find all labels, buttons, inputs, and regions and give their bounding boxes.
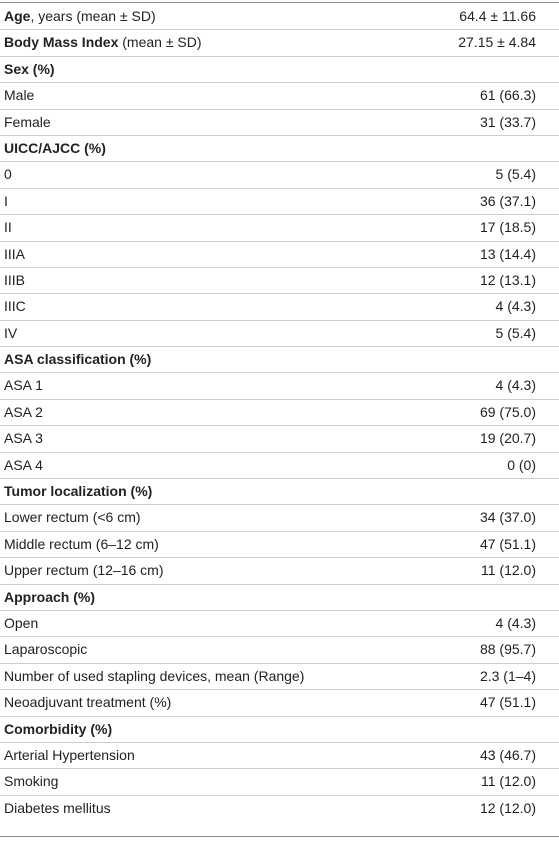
table-row: [0, 637, 559, 663]
table-row: [0, 294, 559, 320]
row-value: 27.15 ± 4.84: [458, 34, 536, 51]
row-value: 47 (51.1): [479, 694, 536, 711]
row-label: Comorbidity (%): [4, 720, 113, 737]
row-label: ASA 2: [4, 403, 43, 420]
row-label: Body Mass Index (mean ± SD): [4, 34, 202, 51]
table-row: [0, 215, 559, 241]
table-row: [0, 242, 559, 268]
table-row: [0, 189, 559, 215]
row-value: 12 (13.1): [479, 271, 536, 288]
row-label: Laparoscopic: [4, 641, 88, 658]
row-value: 4 (4.3): [495, 614, 536, 631]
row-value: 47 (51.1): [479, 535, 536, 552]
table-row: [0, 453, 559, 479]
table-row: [0, 769, 559, 795]
row-label: Age, years (mean ± SD): [4, 8, 156, 24]
row-value: 36 (37.1): [479, 192, 536, 209]
section-header-row: [0, 717, 559, 743]
table-row: [0, 426, 559, 452]
row-value: 12 (12.0): [479, 799, 536, 816]
row-value: 88 (95.7): [479, 641, 536, 658]
row-label: IIIC: [4, 298, 26, 315]
section-header-row: [0, 479, 559, 505]
row-value: 5 (5.4): [495, 166, 536, 183]
row-value: 69 (75.0): [479, 403, 536, 420]
row-label: Diabetes mellitus: [4, 799, 111, 816]
table-row: [0, 83, 559, 109]
row-value: 4 (4.3): [495, 377, 536, 394]
table-row: [0, 268, 559, 294]
table-row: [0, 110, 559, 136]
table-row: [0, 532, 559, 558]
section-header-row: [0, 136, 559, 162]
table-top-rule: [0, 2, 559, 3]
row-value: 5 (5.4): [495, 324, 536, 341]
row-value: 19 (20.7): [479, 430, 536, 447]
row-label: Number of used stapling devices, mean (Range): [4, 667, 305, 684]
table-row: [0, 4, 559, 30]
row-label: IIIB: [4, 271, 26, 288]
row-label: IIIA: [4, 245, 26, 262]
row-value: 61 (66.3): [479, 87, 536, 104]
row-label: ASA 4: [4, 456, 43, 473]
table-row: [0, 690, 559, 716]
row-label: Tumor localization (%): [4, 483, 153, 500]
row-label: UICC/AJCC (%): [4, 139, 106, 156]
section-header-row: [0, 585, 559, 611]
table-row: [0, 321, 559, 347]
table-row: [0, 162, 559, 188]
row-label: Smoking: [4, 773, 59, 790]
table-row: [0, 400, 559, 426]
row-value: 0 (0): [507, 456, 536, 473]
row-value: 11 (12.0): [481, 562, 536, 579]
row-label: Female: [4, 113, 51, 130]
row-value: 13 (14.4): [479, 245, 536, 262]
row-label: I: [4, 192, 8, 209]
row-value: 11 (12.0): [481, 773, 536, 790]
table-row: [0, 505, 559, 531]
row-label: Neoadjuvant treatment (%): [4, 694, 172, 711]
row-label: Upper rectum (12–16 cm): [4, 562, 164, 579]
row-label: ASA 1: [4, 377, 43, 394]
table-row: [0, 30, 559, 56]
section-header-row: [0, 347, 559, 373]
table-row: [0, 373, 559, 399]
row-label: Open: [4, 614, 39, 631]
row-label: II: [4, 219, 12, 236]
table-bottom-rule: [0, 836, 559, 837]
table-row: [0, 664, 559, 690]
row-label: ASA 3: [4, 430, 43, 447]
row-value: 43 (46.7): [479, 746, 536, 763]
row-label: Middle rectum (6–12 cm): [4, 535, 159, 552]
row-label: Arterial Hypertension: [4, 746, 135, 763]
row-value: 64.4 ± 11.66: [459, 8, 536, 24]
row-label: IV: [4, 324, 18, 341]
row-value: 17 (18.5): [479, 219, 536, 236]
row-value: 2.3 (1–4): [479, 667, 536, 684]
row-value: 4 (4.3): [495, 298, 536, 315]
row-value: 34 (37.0): [479, 509, 536, 526]
table-row: [0, 743, 559, 769]
row-label: Approach (%): [4, 588, 95, 605]
table-row: [0, 558, 559, 584]
row-label: 0: [4, 166, 12, 183]
table-row: [0, 796, 559, 822]
section-header-row: [0, 57, 559, 83]
row-label: ASA classification (%): [4, 351, 152, 368]
row-label: Lower rectum (<6 cm): [4, 509, 141, 526]
table-row: [0, 611, 559, 637]
table-body: [0, 4, 559, 822]
row-value: 31 (33.7): [479, 113, 536, 130]
row-label: Male: [4, 87, 35, 104]
row-label: Sex (%): [4, 60, 55, 77]
